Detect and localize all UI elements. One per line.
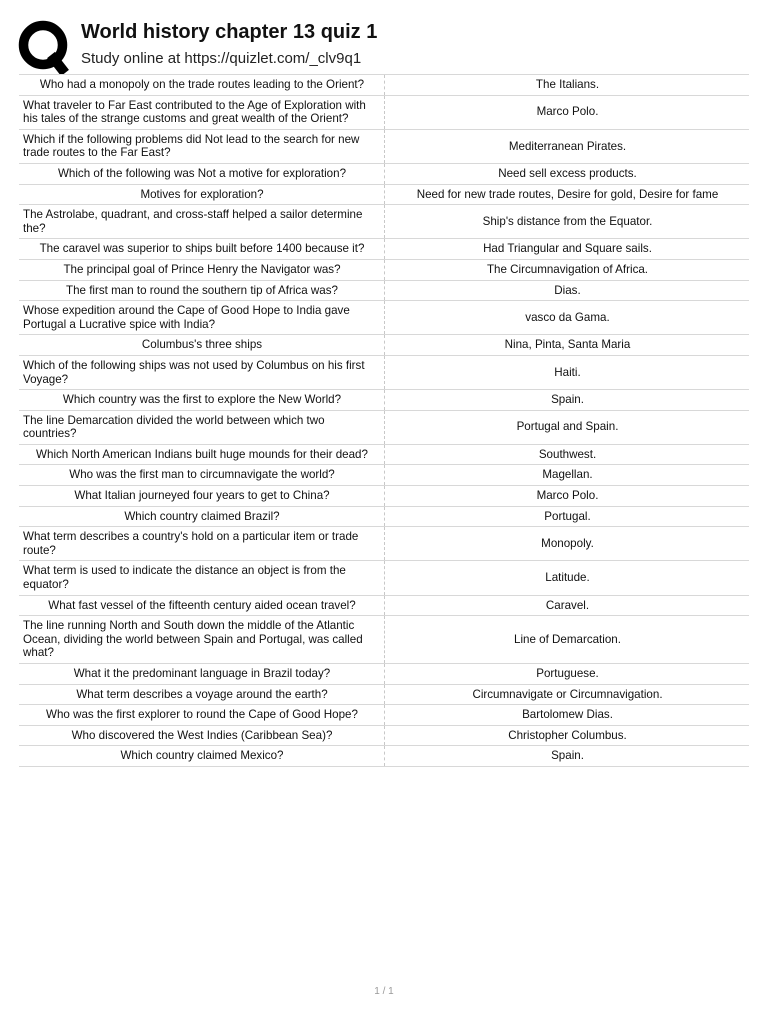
question-cell: Who had a monopoly on the trade routes leading to the Orient? (19, 75, 385, 96)
answer-cell: Circumnavigate or Circumnavigation. (385, 684, 750, 705)
answer-cell: Nina, Pinta, Santa Maria (385, 335, 750, 356)
table-row (19, 129, 749, 163)
quizlet-logo-icon (18, 20, 72, 74)
answer-cell: Need sell excess products. (385, 163, 750, 184)
answer-cell: Need for new trade routes, Desire for gold, Desire for fame (385, 184, 750, 205)
answer-cell: Monopoly. (385, 527, 750, 561)
question-cell: What Italian journeyed four years to get to China? (19, 486, 385, 507)
answer-cell: Ship's distance from the Equator. (385, 205, 750, 239)
answer-cell: Caravel. (385, 595, 750, 616)
answer-cell: Portuguese. (385, 664, 750, 685)
answer-cell: Mediterranean Pirates. (385, 129, 750, 163)
answer-cell: Had Triangular and Square sails. (385, 239, 750, 260)
answer-cell: The Circumnavigation of Africa. (385, 259, 750, 280)
question-cell: What fast vessel of the fifteenth century aided ocean travel? (19, 595, 385, 616)
question-cell: What it the predominant language in Brazil today? (19, 664, 385, 685)
answer-cell: Haiti. (385, 355, 750, 389)
question-cell: Which North American Indians built huge mounds for their dead? (19, 444, 385, 465)
question-cell: What traveler to Far East contributed to the Age of Exploration with his tales of the strange customs and great wealth of the Orient? (19, 95, 385, 129)
answer-cell: Spain. (385, 746, 750, 767)
table-row (19, 595, 749, 616)
table-row (19, 390, 749, 411)
answer-cell: Marco Polo. (385, 486, 750, 507)
answer-cell: vasco da Gama. (385, 301, 750, 335)
table-row (19, 205, 749, 239)
question-cell: Which of the following ships was not used by Columbus on his first Voyage? (19, 355, 385, 389)
table-row (19, 75, 749, 96)
answer-cell: Portugal and Spain. (385, 410, 750, 444)
answer-cell: Southwest. (385, 444, 750, 465)
table-row (19, 259, 749, 280)
table-row (19, 410, 749, 444)
answer-cell: The Italians. (385, 75, 750, 96)
question-cell: Who was the first man to circumnavigate the world? (19, 465, 385, 486)
table-row (19, 705, 749, 726)
table-row (19, 684, 749, 705)
answer-cell: Magellan. (385, 465, 750, 486)
page-number: 1 / 1 (374, 986, 394, 997)
question-cell: Which if the following problems did Not lead to the search for new trade routes to the Far East? (19, 129, 385, 163)
page-title: World history chapter 13 quiz 1 (81, 21, 378, 43)
table-row (19, 616, 749, 664)
table-row (19, 184, 749, 205)
question-cell: Which country claimed Mexico? (19, 746, 385, 767)
table-row (19, 506, 749, 527)
question-cell: What term describes a country's hold on a particular item or trade route? (19, 527, 385, 561)
page-header (0, 0, 768, 74)
table-row (19, 95, 749, 129)
question-cell: Which country claimed Brazil? (19, 506, 385, 527)
table-row (19, 746, 749, 767)
table-row (19, 465, 749, 486)
table-row (19, 301, 749, 335)
table-row (19, 239, 749, 260)
flashcard-table (19, 74, 749, 767)
table-row (19, 486, 749, 507)
table-row (19, 355, 749, 389)
answer-cell: Portugal. (385, 506, 750, 527)
answer-cell: Bartolomew Dias. (385, 705, 750, 726)
question-cell: The line running North and South down the middle of the Atlantic Ocean, dividing the world between Spain and Portugal, was called what? (19, 616, 385, 664)
question-cell: Who discovered the West Indies (Caribbean Sea)? (19, 725, 385, 746)
answer-cell: Marco Polo. (385, 95, 750, 129)
answer-cell: Spain. (385, 390, 750, 411)
table-row (19, 725, 749, 746)
question-cell: The caravel was superior to ships built before 1400 because it? (19, 239, 385, 260)
question-cell: What term describes a voyage around the earth? (19, 684, 385, 705)
answer-cell: Christopher Columbus. (385, 725, 750, 746)
table-row (19, 335, 749, 356)
question-cell: The line Demarcation divided the world between which two countries? (19, 410, 385, 444)
question-cell: Who was the first explorer to round the Cape of Good Hope? (19, 705, 385, 726)
question-cell: The principal goal of Prince Henry the Navigator was? (19, 259, 385, 280)
question-cell: What term is used to indicate the distance an object is from the equator? (19, 561, 385, 595)
question-cell: Whose expedition around the Cape of Good Hope to India gave Portugal a Lucrative spice with India? (19, 301, 385, 335)
table-row (19, 163, 749, 184)
table-row (19, 664, 749, 685)
question-cell: Which country was the first to explore the New World? (19, 390, 385, 411)
table-row (19, 561, 749, 595)
table-row (19, 527, 749, 561)
study-link[interactable]: Study online at https://quizlet.com/_clv9q1 (81, 50, 362, 67)
question-cell: The first man to round the southern tip of Africa was? (19, 280, 385, 301)
answer-cell: Line of Demarcation. (385, 616, 750, 664)
question-cell: Which of the following was Not a motive for exploration? (19, 163, 385, 184)
question-cell: Motives for exploration? (19, 184, 385, 205)
answer-cell: Latitude. (385, 561, 750, 595)
question-cell: The Astrolabe, quadrant, and cross-staff helped a sailor determine the? (19, 205, 385, 239)
table-row (19, 444, 749, 465)
table-row (19, 280, 749, 301)
question-cell: Columbus's three ships (19, 335, 385, 356)
answer-cell: Dias. (385, 280, 750, 301)
